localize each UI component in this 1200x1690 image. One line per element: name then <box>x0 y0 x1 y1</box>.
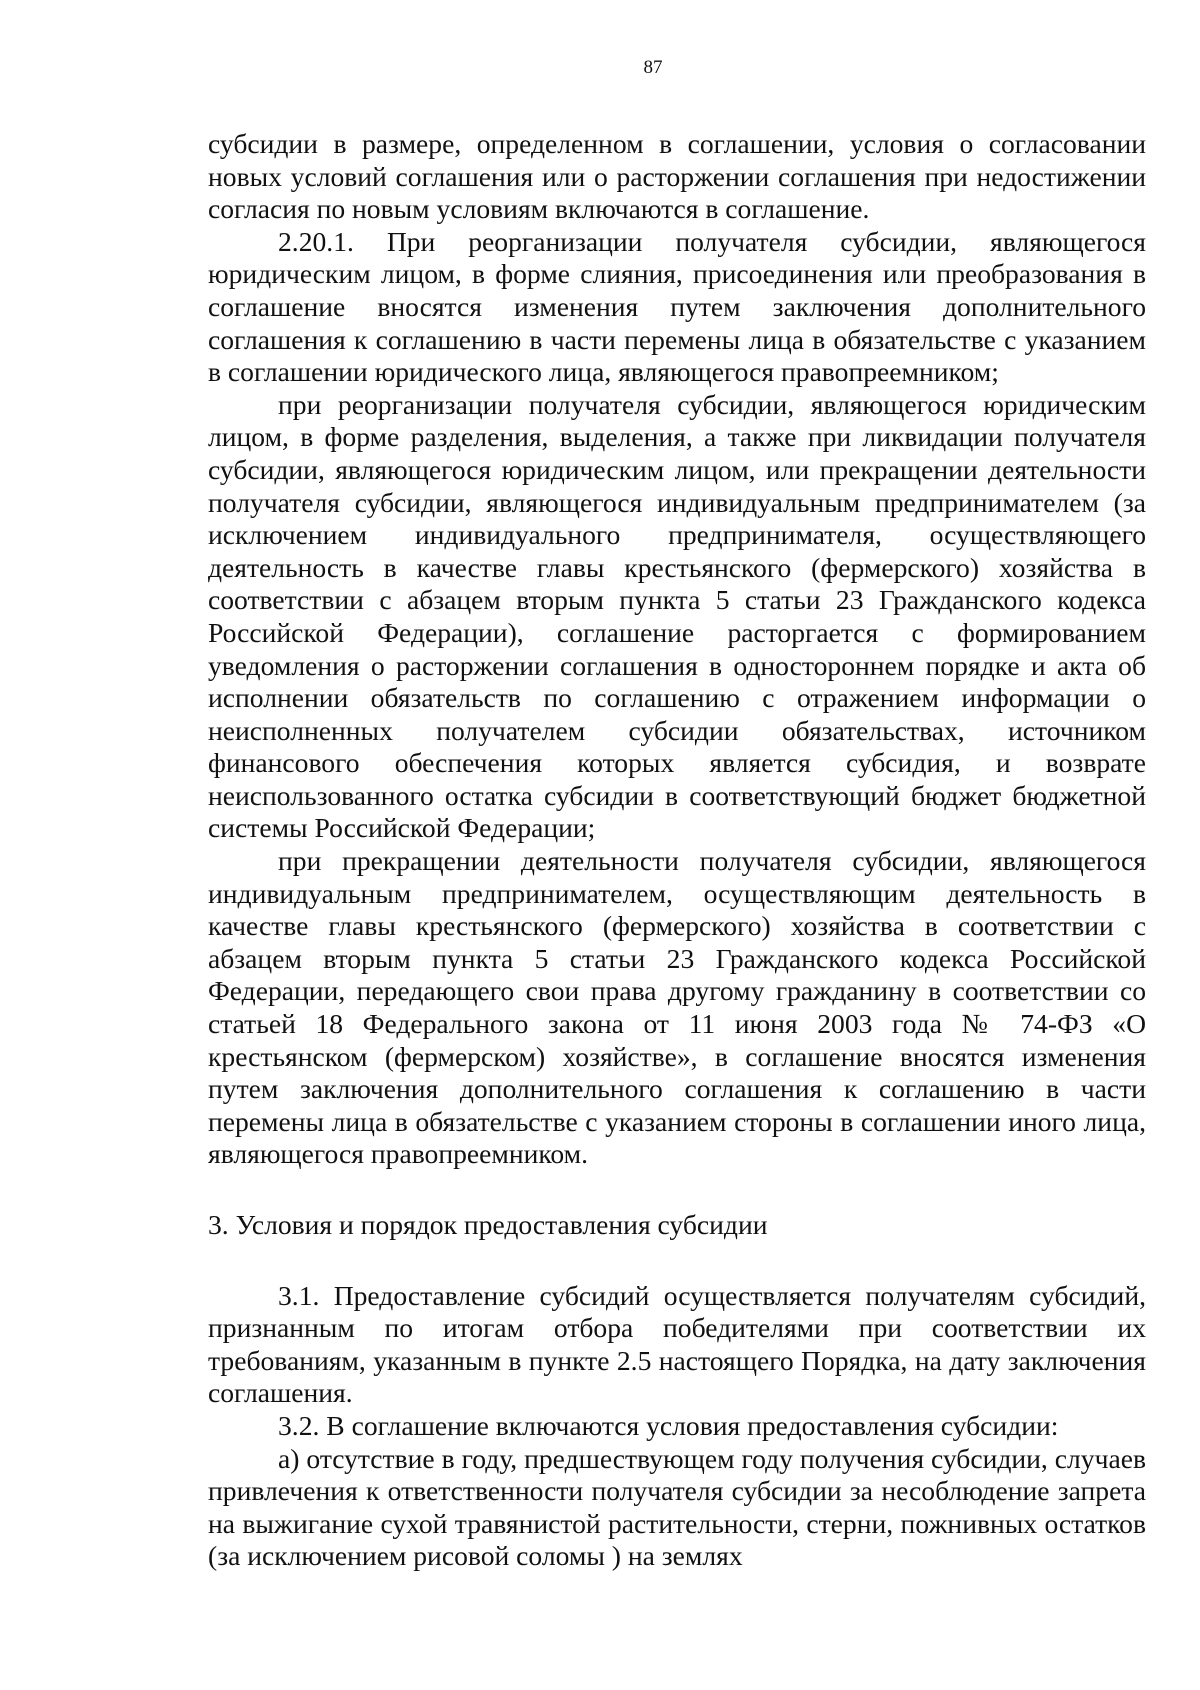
paragraph-2-20-1: 2.20.1. При реорганизации получателя субсидии, являющегося юридическим лицом, в форме слияния, присоединения или преобразования в соглашение вносятся изменения путем заключения дополнительного соглашения к соглашению в части перемены лица в обязательстве с указанием в соглашении юридического лица, являющегося правопреемником; <box>208 225 1146 388</box>
page-number: 87 <box>643 57 663 78</box>
document-body <box>208 128 1146 1573</box>
paragraph-continuation: субсидии в размере, определенном в соглашении, условия о согласовании новых условий соглашения или о расторжении соглашения при недостижении согласия по новым условиям включаются в соглашение. <box>208 128 1146 225</box>
paragraph-reorganization-division: при реорганизации получателя субсидии, являющегося юридическим лицом, в форме разделения, выделения, а также при ликвидации получателя субсидии, являющегося юридическим лицом, или прекращении деятельности получателя субсидии, являющегося индивидуальным предпринимателем (за исключением индивидуального предпринимателя, осуществляющего деятельность в качестве главы крестьянского (фермерского) хозяйства в соответствии с абзацем вторым пункта 5 статьи 23 Гражданского кодекса Российской Федерации), соглашение расторгается с формированием уведомления о расторжении соглашения в одностороннем порядке и акта об исполнении обязательств по соглашению с отражением информации о неисполненных получателем субсидии обязательствах, источником финансового обеспечения которых является субсидия, и возврате неиспользованного остатка субсидии в соответствующий бюджет бюджетной системы Российской Федерации; <box>208 388 1146 844</box>
section-heading: 3. Условия и порядок предоставления субсидии <box>208 1209 768 1240</box>
paragraph-3-1: 3.1. Предоставление субсидий осуществляется получателям субсидий, признанным по итогам отбора победителями при соответствии их требованиям, указанным в пункте 2.5 настоящего Порядка, на дату заключения соглашения. <box>208 1279 1146 1409</box>
paragraph-3-2: 3.2. В соглашение включаются условия предоставления субсидии: <box>278 1409 1059 1441</box>
paragraph-3-2-a: а) отсутствие в году, предшествующем году получения субсидии, случаев привлечения к ответственности получателя субсидии за несоблюдение запрета на выжигание сухой травянистой растительности, стерни, пожнивных остатков (за исключением рисовой соломы ) на землях <box>208 1442 1146 1572</box>
paragraph-termination-farm-head: при прекращении деятельности получателя субсидии, являющегося индивидуальным предпринимателем, осуществляющим деятельность в качестве главы крестьянского (фермерского) хозяйства в соответствии с абзацем вторым пункта 5 статьи 23 Гражданского кодекса Российской Федерации, передающего свои права другому гражданину в соответствии со статьей 18 Федерального закона от 11 июня 2003 года № 74-ФЗ «О крестьянском (фермерском) хозяйстве», в соглашение вносятся изменения путем заключения дополнительного соглашения к соглашению в части перемены лица в обязательстве с указанием стороны в соглашении иного лица, являющегося правопреемником. <box>208 845 1146 1170</box>
